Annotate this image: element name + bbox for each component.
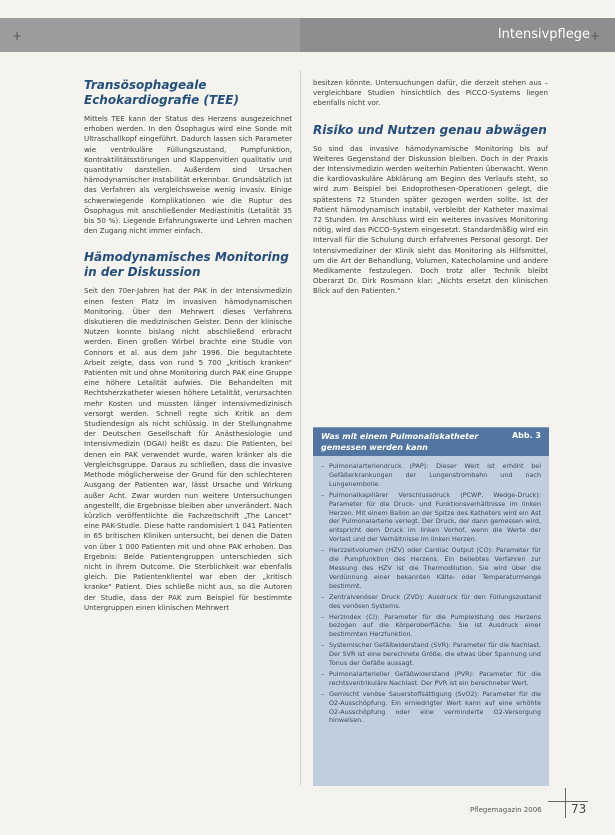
list-item: – Gemischt venöse Sauerstoffsättigung (SvO2): Parameter für die O2-Ausschöpfung. Ein erniedrigter Wert kann auf eine erhöhte O2-Ausschöpfung oder eine verminderte O2-Versorgung hinweisen.: [321, 690, 541, 726]
crop-mark-icon: +: [590, 29, 601, 43]
body-paragraph: besitzen könnte. Untersuchungen dafür, die derzeit stehen aus – vergleichbare Studien hinsichtlich des PiCCO-Systems liegen ebenfalls nicht vor.: [313, 78, 548, 108]
crop-mark-icon: +: [12, 29, 23, 43]
right-column: [313, 78, 548, 297]
list-item: – Herzzeitvolumen (HZV) oder Cardiac Output (CO): Parameter für die Pumpfunktion des Herzens. Ein beliebtes Verfahren zur Messung des HZV ist die Thermodilution. Sie wird über die Verdünnung einer bekannten Kälte- oder Temperaturmenge bestimmt.: [321, 546, 541, 591]
section-heading: Transösophageale Echokardiografie (TEE): [84, 78, 239, 107]
folio-text: Pflegemagazin 2006: [470, 806, 542, 814]
page-number: 73: [571, 802, 587, 816]
list-item: – Pulmonalkapillärer Verschlussdruck (PCWP, Wedge-Druck): Parameter für die Druck- und Funktionsverhältnisse im linken Herzen. Mit einem Ballon an der Spitze des Katheters wird ein Ast der Pulmonalarterie verlegt. Der Druck, der dann gemessen wird, entspricht dem Druck im linken Vorhof, wenn die Werte der Vorlast und der Verhältnisse im linken Herzen.: [321, 491, 541, 544]
measurement-list: [313, 456, 549, 725]
list-item: – Zentralvenöser Druck (ZVD): Ausdruck für den Füllungszustand des venösen Systems.: [321, 593, 541, 611]
list-item: – Pulmonalarterieller Gefäßwiderstand (PVR): Parameter für die rechtsventrikuläre Nachlast. Der PVR ist ein berechneter Wert.: [321, 670, 541, 688]
crop-mark-vertical: [565, 788, 566, 818]
list-item: – Pulmonalarteriendruck (PAP): Dieser Wert ist erhöht bei Gefäßerkrankungen der Lungenstrombahn und nach Lungenembolie.: [321, 462, 541, 489]
body-paragraph: So sind das invasive hämodynamische Monitoring bis auf Weiteres Gegenstand der Diskussion bleiben. Doch in der Praxis der Intensivmedizin werden weiterhin Patienten überwacht. Wenn die kardiovaskuläre Abklärung am Beginn des Verlaufs steht, so wird zum Beispiel bei Endoprothesen-Operationen gelegt, die spätestens 72 Stunden später gezogen werden sollte. Ist der Patient hämodynamisch instabil, verbleibt der Katheter maximal 72 Stunden. Im Anschluss wird ein weiteres invasives Monitoring nötig, wird das PiCCO-System eingesetzt. Standardmäßig wird ein Intervall für die Schulung durch erfahrenes Personal gesorgt. Der Intensivmediziner der Klinik sieht das Monitoring als Hilfsmittel, um die Art der Behandlung, Volumen, Katecholamine und andere Medikamente festzulegen. Doch trotz aller Technik bleibt Oberarzt Dr. Dirk Rosmann klar: „Nichts ersetzt den klinischen Blick auf den Patienten.“: [313, 143, 548, 296]
body-paragraph: Mittels TEE kann der Status des Herzens ausgezeichnet erhoben werden. In den Ösophagus wird eine Sonde mit Ultraschallkopf eingeführt. Dadurch lassen sich Parameter wie ventrikuläre Füllungszustand, Pumpfunktion, Kontraktilitätsstörungen und Klappenvitien qualitativ und quantitativ darstellen. Außerdem sind Ursachen hämodynamischer Instabilität erkennbar. Grundsätzlich ist das Verfahren als vergleichsweise wenig invasiv. Einige schwerwiegende Komplikationen wie die Ruptur des Ösophagus mit anschließender Mediastinitis (Letalität 35 bis 50 %). Liegende Erfahrungswerte und Lehren machen den Zugang nicht immer einfach.: [84, 114, 292, 236]
figure-tag: Abb. 3: [511, 431, 541, 440]
left-column: [84, 78, 292, 613]
section-title: Intensivpflege: [497, 27, 590, 42]
section-heading: Hämodynamisches Monitoring in der Diskussion: [84, 250, 289, 280]
body-paragraph: Seit den 70er-Jahren hat der PAK in der Intensivmedizin einen festen Platz im invasiven hämodynamischen Monitoring. Über den Mehrwert dieses Verfahrens diskutieren die medizinischen Geister. Denn der klinische Nutzen konnte bislang nicht abschließend erbracht werden. Einen großen Wirbel brachte eine Studie von Connors et al. aus dem Jahr 1996. Die begutachtete Arbeit zeigte, dass von rund 5 700 „kritisch kranken“ Patienten mit und ohne Monitoring durch PAK eine Gruppe eine höhere Letalität aufwies. Die Behandelten mit Rechtsherzkatheter wiesen höhere Letalität, verursachten mehr Kosten und mussten länger intensivmedizinisch versorgt werden. Schnell regte sich Kritik an dem Studiendesign als nicht schlüssig. In der Stellungnahme der Deutschen Gesellschaft für Anästhesiologie und Intensivmedizin (DGAI) heißt es dazu: Die Patienten, bei denen ein PAK verwendet wurde, waren kränker als die Vergleichsgruppe. Daraus zu schließen, dass die invasive Methode möglicherweise der Grund für den schlechteren Ausgang der Patienten war, lässt Ursache und Wirkung außer Acht. Zwar wurden nun weitere Untersuchungen angestellt, die Ergebnisse bleiben aber unverändert. Nach kürzlich veröffentlichte die Fachzeitschrift „The Lancet“ eine PAK-Studie. Diese hatte randomisiert 1 041 Patienten in 65 britischen Kliniken untersucht, bei denen die Daten von über 1 000 Patienten mit und ohne PAK erhoben. Das Ergebnis: Beide Patientengruppen unterschieden sich nicht in ihrem Outcome. Die Sterblichkeit war ebenfalls gleich. Die Patientenklientel war eben der „kritisch kranke“ Patient. Dies schließe nicht aus, so die Autoren der Studie, dass der PAK zum Beispiel für bestimmte Untergruppen einen klinischen Mehrwert: [84, 286, 292, 612]
column-divider: [300, 70, 301, 785]
section-heading: Risiko und Nutzen genau abwägen: [313, 122, 547, 137]
info-box-title: Was mit einem Pulmonaliskatheter gemessen werden kann: [321, 432, 479, 452]
info-box: [313, 427, 549, 786]
list-item: – Systemischer Gefäßwiderstand (SVR): Parameter für die Nachlast. Der SVR ist eine berechnete Größe, die etwas über Spannung und Tonus der Gefäße aussagt.: [321, 641, 541, 668]
info-box-header: [313, 428, 549, 456]
list-item: – Herzindex (CI): Parameter für die Pumpleistung des Herzens bezogen auf die Körperoberfläche. Sie ist Ausdruck einer bestimmten Herzfunktion.: [321, 613, 541, 640]
